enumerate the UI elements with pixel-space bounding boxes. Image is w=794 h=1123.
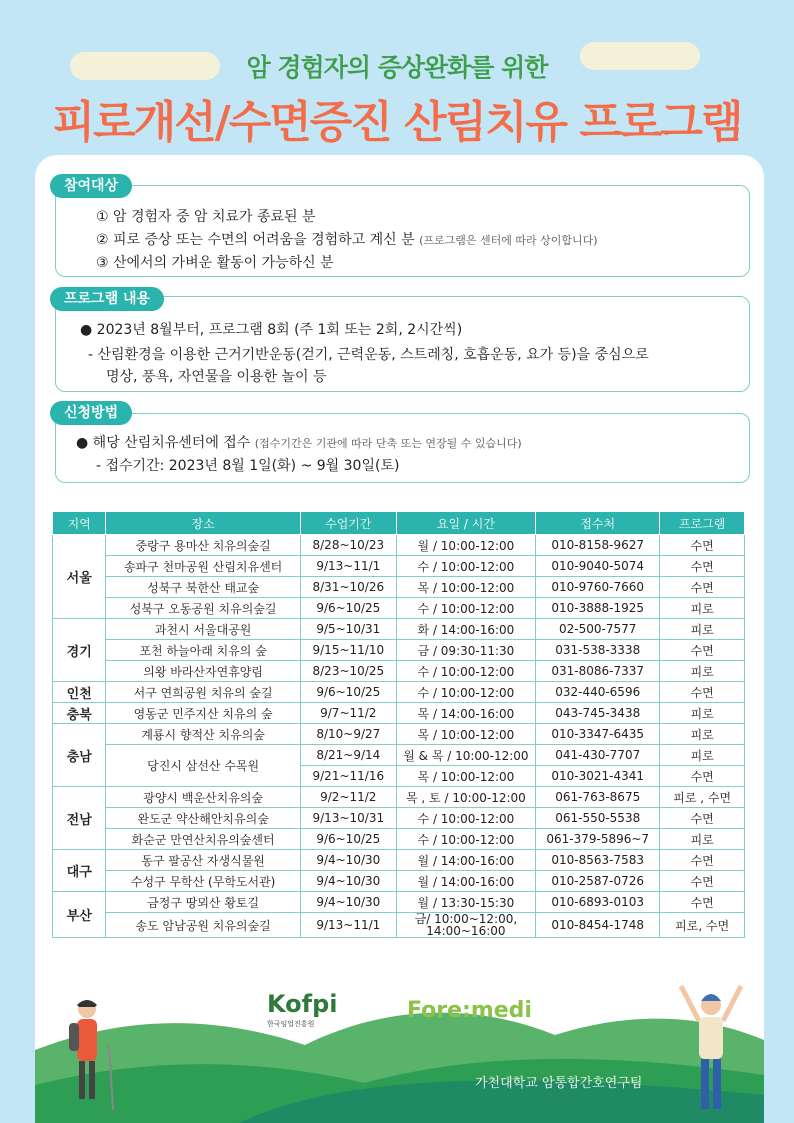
time-cell: 금/ 10:00~12:00, 14:00~16:00 bbox=[396, 913, 535, 938]
foremedi-logo: Fore:medi bbox=[407, 998, 532, 1023]
target-line-3: ③ 산에서의 가벼운 활동이 가능하신 분 bbox=[96, 255, 334, 271]
contact-cell: 043-745-3438 bbox=[536, 703, 660, 724]
period-cell: 9/21~11/16 bbox=[300, 766, 396, 787]
place-cell: 완도군 약산해안치유의숲 bbox=[106, 808, 300, 829]
region-cell: 대구 bbox=[53, 850, 106, 892]
table-row bbox=[53, 892, 745, 913]
place-cell: 서구 연희공원 치유의 숲길 bbox=[106, 682, 300, 703]
time-cell: 목 , 토 / 10:00-12:00 bbox=[396, 787, 535, 808]
bullet-icon: ● bbox=[76, 435, 89, 451]
contact-cell: 061-550-5538 bbox=[536, 808, 660, 829]
apply-tag: 신청방법 bbox=[50, 401, 132, 425]
table-row bbox=[53, 640, 745, 661]
period-cell: 9/15~11/10 bbox=[300, 640, 396, 661]
period-cell: 9/4~10/30 bbox=[300, 850, 396, 871]
kofpi-logo-sub: 한국임업진흥원 bbox=[267, 1020, 315, 1028]
time-cell: 수 / 10:00-12:00 bbox=[396, 682, 535, 703]
period-cell: 9/4~10/30 bbox=[300, 892, 396, 913]
region-cell: 서울 bbox=[53, 535, 106, 619]
content-section bbox=[55, 296, 750, 392]
program-cell: 피로 bbox=[660, 829, 745, 850]
table-row bbox=[53, 787, 745, 808]
program-cell: 수면 bbox=[660, 871, 745, 892]
program-cell: 수면 bbox=[660, 556, 745, 577]
time-cell: 수 / 10:00-12:00 bbox=[396, 808, 535, 829]
time-cell: 수 / 10:00-12:00 bbox=[396, 829, 535, 850]
place-cell: 화순군 만연산치유의숲센터 bbox=[106, 829, 300, 850]
col-time: 요일 / 시간 bbox=[396, 512, 535, 535]
program-cell: 수면 bbox=[660, 640, 745, 661]
content-line-3: 명상, 풍욕, 자연물을 이용한 놀이 등 bbox=[106, 369, 327, 385]
col-region: 지역 bbox=[53, 512, 106, 535]
time-cell: 월 / 14:00-16:00 bbox=[396, 871, 535, 892]
program-cell: 피로 , 수면 bbox=[660, 787, 745, 808]
bullet-icon: ● bbox=[80, 322, 93, 338]
program-cell: 수면 bbox=[660, 577, 745, 598]
place-cell: 송도 암남공원 치유의숲길 bbox=[106, 913, 300, 938]
apply-line-1-note: (접수기간은 기관에 따라 단축 또는 연장될 수 있습니다) bbox=[254, 437, 522, 450]
place-cell: 영동군 민주지산 치유의 숲 bbox=[106, 703, 300, 724]
target-line-2 bbox=[96, 229, 598, 249]
contact-cell: 02-500-7577 bbox=[536, 619, 660, 640]
footer-organization: 가천대학교 암통합간호연구팀 bbox=[475, 1076, 643, 1091]
content-tag: 프로그램 내용 bbox=[50, 287, 164, 311]
apply-line-1 bbox=[76, 432, 522, 452]
period-cell: 9/4~10/30 bbox=[300, 871, 396, 892]
contact-cell: 061-379-5896~7 bbox=[536, 829, 660, 850]
table-row bbox=[53, 619, 745, 640]
program-cell: 피로 bbox=[660, 703, 745, 724]
contact-cell: 010-6893-0103 bbox=[536, 892, 660, 913]
table-row bbox=[53, 850, 745, 871]
place-cell: 포천 하늘아래 치유의 숲 bbox=[106, 640, 300, 661]
table-row bbox=[53, 577, 745, 598]
table-row bbox=[53, 661, 745, 682]
hiker-left-illustration bbox=[57, 995, 127, 1115]
region-cell: 인천 bbox=[53, 682, 106, 703]
program-cell: 수면 bbox=[660, 766, 745, 787]
time-cell: 월 / 14:00-16:00 bbox=[396, 850, 535, 871]
contact-cell: 010-8563-7583 bbox=[536, 850, 660, 871]
program-cell: 피로 bbox=[660, 619, 745, 640]
place-cell: 금정구 땅뫼산 황토길 bbox=[106, 892, 300, 913]
program-cell: 수면 bbox=[660, 850, 745, 871]
program-cell: 수면 bbox=[660, 808, 745, 829]
time-cell: 수 / 10:00-12:00 bbox=[396, 556, 535, 577]
content-line-1 bbox=[80, 319, 462, 339]
region-cell: 충남 bbox=[53, 724, 106, 787]
time-cell: 화 / 14:00-16:00 bbox=[396, 619, 535, 640]
col-period: 수업기간 bbox=[300, 512, 396, 535]
region-cell: 충북 bbox=[53, 703, 106, 724]
apply-section bbox=[55, 413, 750, 483]
place-cell: 광양시 백운산치유의숲 bbox=[106, 787, 300, 808]
period-cell: 8/10~9/27 bbox=[300, 724, 396, 745]
period-cell: 8/23~10/25 bbox=[300, 661, 396, 682]
program-cell: 수면 bbox=[660, 682, 745, 703]
contact-cell: 010-3347-6435 bbox=[536, 724, 660, 745]
region-cell: 전남 bbox=[53, 787, 106, 850]
content-panel bbox=[35, 155, 764, 1123]
time-cell: 목 / 10:00-12:00 bbox=[396, 577, 535, 598]
target-line-1: ① 암 경험자 중 암 치료가 종료된 분 bbox=[96, 209, 316, 225]
period-cell: 9/13~11/1 bbox=[300, 556, 396, 577]
place-cell: 성북구 북한산 태교숲 bbox=[106, 577, 300, 598]
apply-line-2: - 접수기간: 2023년 8월 1일(화) ~ 9월 30일(토) bbox=[96, 458, 400, 474]
table-row bbox=[53, 871, 745, 892]
table-row bbox=[53, 724, 745, 745]
table-row bbox=[53, 745, 745, 766]
time-cell: 월 / 13:30-15:30 bbox=[396, 892, 535, 913]
content-line-2: - 산림환경을 이용한 근거기반운동(걷기, 근력운동, 스트레칭, 호흡운동, 요가 등)을 중심으로 bbox=[88, 347, 649, 363]
period-cell: 9/13~11/1 bbox=[300, 913, 396, 938]
place-cell: 과천시 서울대공원 bbox=[106, 619, 300, 640]
table-header-row bbox=[53, 512, 745, 535]
time-cell: 목 / 10:00-12:00 bbox=[396, 724, 535, 745]
col-contact: 접수처 bbox=[536, 512, 660, 535]
table-row bbox=[53, 808, 745, 829]
table-row bbox=[53, 829, 745, 850]
hiker-right-illustration bbox=[671, 981, 751, 1121]
contact-cell: 032-440-6596 bbox=[536, 682, 660, 703]
program-cell: 수면 bbox=[660, 892, 745, 913]
time-cell: 월 & 목 / 10:00-12:00 bbox=[396, 745, 535, 766]
target-section bbox=[55, 185, 750, 277]
table-row bbox=[53, 598, 745, 619]
kofpi-logo: Kofpi bbox=[267, 990, 338, 1018]
contact-cell: 010-9760-7660 bbox=[536, 577, 660, 598]
place-cell: 성북구 오동공원 치유의숲길 bbox=[106, 598, 300, 619]
place-cell: 수성구 무학산 (무학도서관) bbox=[106, 871, 300, 892]
place-cell: 당진시 삼선산 수목원 bbox=[106, 745, 300, 787]
page-title: 피로개선/수면증진 산림치유 프로그램 bbox=[52, 97, 742, 148]
time-cell: 월 / 10:00-12:00 bbox=[396, 535, 535, 556]
page-subtitle: 암 경험자의 증상완화를 위한 bbox=[246, 53, 548, 82]
time-cell: 목 / 10:00-12:00 bbox=[396, 766, 535, 787]
col-program: 프로그램 bbox=[660, 512, 745, 535]
time-cell: 금 / 09:30-11:30 bbox=[396, 640, 535, 661]
program-cell: 수면 bbox=[660, 535, 745, 556]
program-cell: 피로 bbox=[660, 724, 745, 745]
contact-cell: 010-8454-1748 bbox=[536, 913, 660, 938]
contact-cell: 031-8086-7337 bbox=[536, 661, 660, 682]
period-cell: 8/21~9/14 bbox=[300, 745, 396, 766]
period-cell: 9/7~11/2 bbox=[300, 703, 396, 724]
time-cell: 수 / 10:00-12:00 bbox=[396, 661, 535, 682]
place-cell: 계룡시 향적산 치유의숲 bbox=[106, 724, 300, 745]
table-row bbox=[53, 913, 745, 938]
program-cell: 피로, 수면 bbox=[660, 913, 745, 938]
apply-line-1-text: 해당 산림치유센터에 접수 bbox=[92, 435, 251, 451]
program-cell: 피로 bbox=[660, 661, 745, 682]
place-cell: 의왕 바라산자연휴양림 bbox=[106, 661, 300, 682]
content-line-1-text: 2023년 8월부터, 프로그램 8회 (주 1회 또는 2회, 2시간씩) bbox=[96, 322, 463, 338]
table-row bbox=[53, 535, 745, 556]
schedule-table bbox=[52, 511, 745, 938]
region-cell: 경기 bbox=[53, 619, 106, 682]
region-cell: 부산 bbox=[53, 892, 106, 938]
table-row bbox=[53, 556, 745, 577]
contact-cell: 010-3021-4341 bbox=[536, 766, 660, 787]
time-cell: 목 / 14:00-16:00 bbox=[396, 703, 535, 724]
period-cell: 9/13~10/31 bbox=[300, 808, 396, 829]
target-line-2-note: (프로그램은 센터에 따라 상이합니다) bbox=[419, 234, 598, 247]
place-cell: 동구 팔공산 자생식물원 bbox=[106, 850, 300, 871]
contact-cell: 031-538-3338 bbox=[536, 640, 660, 661]
period-cell: 9/2~11/2 bbox=[300, 787, 396, 808]
period-cell: 9/5~10/31 bbox=[300, 619, 396, 640]
period-cell: 9/6~10/25 bbox=[300, 829, 396, 850]
period-cell: 8/28~10/23 bbox=[300, 535, 396, 556]
target-tag: 참여대상 bbox=[50, 174, 132, 198]
time-cell: 수 / 10:00-12:00 bbox=[396, 598, 535, 619]
period-cell: 9/6~10/25 bbox=[300, 682, 396, 703]
program-cell: 피로 bbox=[660, 598, 745, 619]
place-cell: 송파구 천마공원 산림치유센터 bbox=[106, 556, 300, 577]
target-line-2-text: ② 피로 증상 또는 수면의 어려움을 경험하고 계신 분 bbox=[96, 232, 415, 248]
contact-cell: 041-430-7707 bbox=[536, 745, 660, 766]
table-row bbox=[53, 703, 745, 724]
period-cell: 8/31~10/26 bbox=[300, 577, 396, 598]
program-cell: 피로 bbox=[660, 745, 745, 766]
place-cell: 중랑구 용마산 치유의숲길 bbox=[106, 535, 300, 556]
contact-cell: 010-2587-0726 bbox=[536, 871, 660, 892]
col-place: 장소 bbox=[106, 512, 300, 535]
table-row bbox=[53, 682, 745, 703]
contact-cell: 010-3888-1925 bbox=[536, 598, 660, 619]
hills-illustration bbox=[35, 955, 764, 1123]
contact-cell: 010-8158-9627 bbox=[536, 535, 660, 556]
contact-cell: 010-9040-5074 bbox=[536, 556, 660, 577]
contact-cell: 061-763-8675 bbox=[536, 787, 660, 808]
period-cell: 9/6~10/25 bbox=[300, 598, 396, 619]
